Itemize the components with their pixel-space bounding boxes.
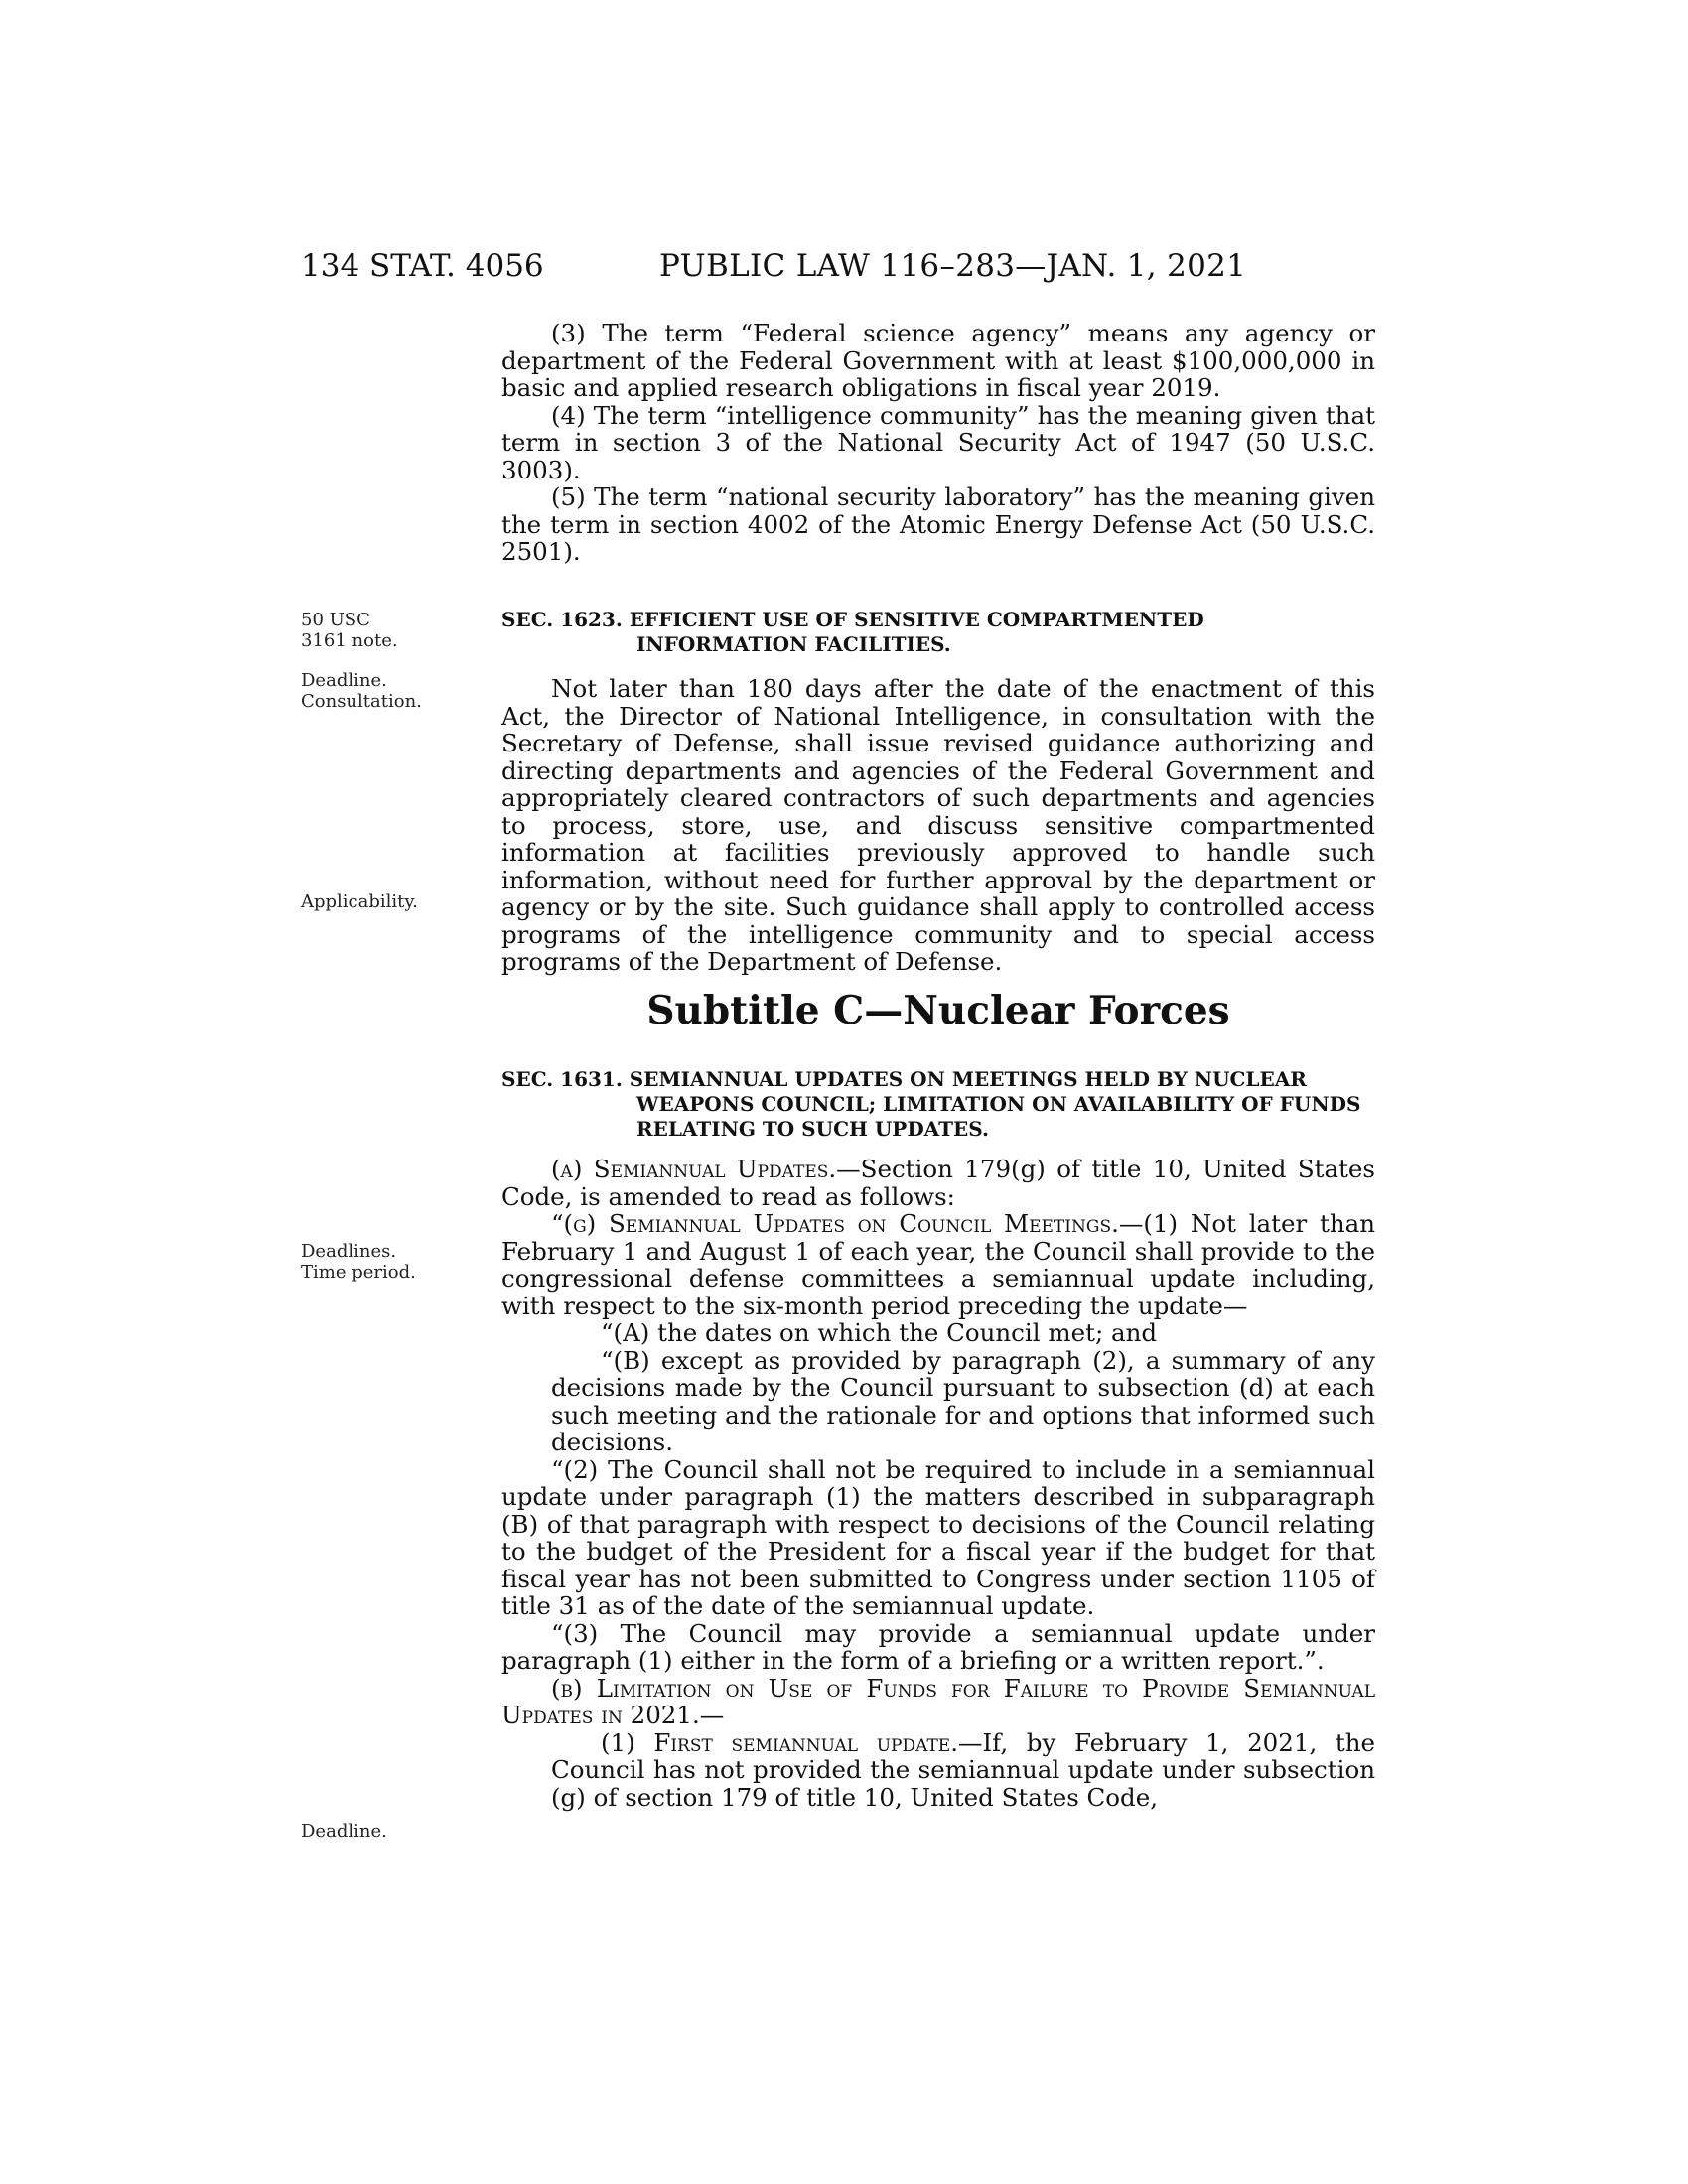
- margin-note-consultation: Consultation.: [301, 691, 422, 712]
- paragraph-b1-label: (1) First semiannual update.: [601, 1727, 958, 1757]
- section-1631-heading: SEC. 1631. SEMIANNUAL UPDATES ON MEETINGS HELD BY NUCLEAR WEAPONS COUNCIL; LIMITATION ON AVAILABILITY OF FUNDS RELATING TO SUCH UPDATES.: [501, 1067, 1361, 1141]
- subsection-g-label: “(g) Semiannual Updates on Council Meetings.: [551, 1209, 1119, 1238]
- definitions-block: [501, 320, 1375, 566]
- section-1631: [501, 1067, 1375, 1811]
- paragraph-b1-text: —If, by February 1, 2021, the Council has not provided the semiannual update under subsection (g) of section 179 of title 10, United States Code,: [551, 1727, 1375, 1812]
- margin-note-applicability: Applicability.: [301, 891, 418, 912]
- subsection-g: [501, 1210, 1375, 1319]
- stat-page-number: 134 STAT. 4056: [301, 248, 544, 284]
- paragraph-g2: “(2) The Council shall not be required to include in a semiannual update under paragraph (1) the matters described in subparagraph (B) of that paragraph with respect to decisions of the Council relating to the budget of the President for a fiscal year if the budget for that fiscal year has not been submitted to Congress under section 1105 of title 31 as of the date of the semiannual update.: [501, 1454, 1375, 1620]
- definition-5: (5) The term “national security laboratory” has the meaning given the term in section 4002 of the Atomic Energy Defense Act (50 U.S.C. 2501).: [501, 482, 1375, 566]
- section-1623-heading: SEC. 1623. EFFICIENT USE OF SENSITIVE COMPARTMENTED INFORMATION FACILITIES.: [501, 608, 1204, 656]
- section-1623: [501, 608, 1375, 976]
- margin-note-deadline: Deadline.: [301, 670, 387, 691]
- subsection-b-label: (b) Limitation on Use of Funds for Failure to Provide Semiannual Updates in 2021.: [501, 1673, 1375, 1729]
- paragraph-b1: [501, 1729, 1375, 1812]
- subparagraph-gB: “(B) except as provided by paragraph (2), a summary of any decisions made by the Council pursuant to subsection (d) at each such meeting and the rationale for and options that informed such decisions.: [551, 1345, 1375, 1456]
- subsection-b-text: —: [699, 1701, 725, 1729]
- definition-4: (4) The term “intelligence community” has the meaning given that term in section 3 of the National Security Act of 1947 (50 U.S.C. 3003).: [501, 400, 1375, 484]
- margin-note-deadlines-time-period: [301, 1241, 416, 1283]
- section-1623-body: Not later than 180 days after the date of the enactment of this Act, the Director of National Intelligence, in consultation with the Secretary of Defense, shall issue revised guidance authorizing and directing departments and agencies of the Federal Government and appropriately cleared contractors of such departments and agencies to process, store, use, and discuss sensitive compartmented information at facilities previously approved to handle such information, without need for further approval by the department or agency or by the site. Such guidance shall apply to controlled access programs of the intelligence community and to special access programs of the Department of Defense.: [501, 674, 1375, 976]
- margin-note-deadlines: Deadlines.: [301, 1241, 397, 1262]
- margin-note-usc: 50 USC 3161 note.: [301, 610, 398, 651]
- margin-note-deadline-consultation: [301, 670, 422, 712]
- subsection-g-text: —(1) Not later than February 1 and August 1 of each year, the Council shall provide to the congressional defense committees a semiannual update including, with respect to the six-month period preceding the update—: [501, 1209, 1375, 1320]
- subsection-a: [501, 1156, 1375, 1210]
- subsection-a-text: —Section 179(g) of title 10, United States Code, is amended to read as follows:: [501, 1155, 1375, 1211]
- subsection-a-label: (a) Semiannual Updates.: [551, 1155, 837, 1183]
- margin-note-deadline-b1: Deadline.: [301, 1821, 387, 1842]
- subparagraph-gA: “(A) the dates on which the Council met; and: [601, 1318, 1158, 1347]
- running-header: PUBLIC LAW 116–283—JAN. 1, 2021: [659, 248, 1247, 284]
- margin-note-time-period: Time period.: [301, 1262, 416, 1283]
- subtitle-heading: Subtitle C—Nuclear Forces: [646, 988, 1230, 1033]
- definition-3: (3) The term “Federal science agency” means any agency or department of the Federal Government with at least $100,000,000 in basic and applied research obligations in fiscal year 2019.: [501, 319, 1375, 402]
- subsection-b: [501, 1675, 1375, 1729]
- paragraph-g3: “(3) The Council may provide a semiannual update under paragraph (1) either in the form of a briefing or a written report.”.: [501, 1618, 1375, 1675]
